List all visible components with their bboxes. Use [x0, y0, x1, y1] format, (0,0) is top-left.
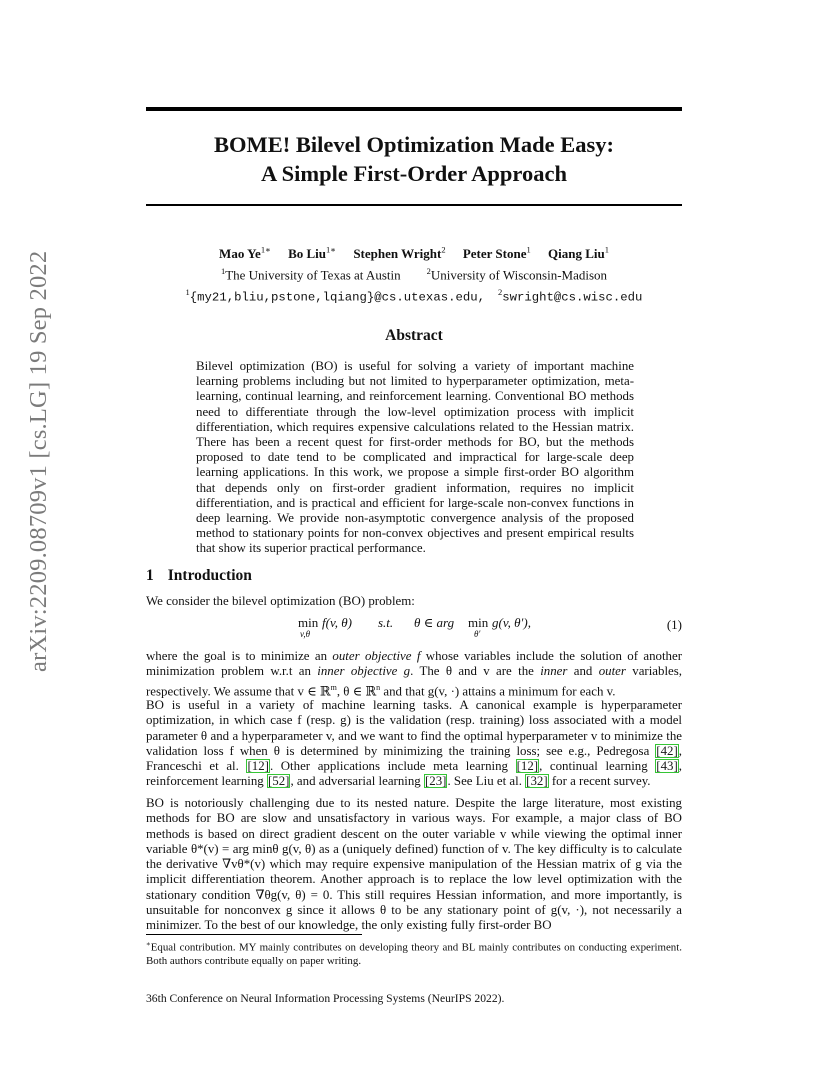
author-name: Stephen Wright$^2$ [353, 245, 446, 262]
equation-number: (1) [666, 617, 682, 632]
citation-link[interactable]: [43] [656, 759, 678, 774]
section-heading: 1 Introduction [146, 567, 252, 584]
paragraph-1: where the goal is to minimize an outer objective f whose variables include the solution of another minimization problem w.r.t an inner objective g. The θ and v are the inner and outer variables, respectively. We assume that v ∈ ℝ$^m$, θ ∈ ℝ$^n$ and that g(v, ·) attains a minimum for each v. [146, 649, 683, 698]
footnote-rule [146, 934, 362, 935]
paragraph-3: BO is notoriously challenging due to its nested nature. Despite the large literature, most existing methods for BO are slow and unsatisfactory in various ways. For example, a major class of BO methods is based on direct gradient descent on the outer variable v while viewing the optimal inner variable θ*(v) = arg minθ g(v, θ) as a (uniquely defined) function of v. The key difficulty is to calculate the derivative ∇vθ*(v) which may require expensive manipulation of the Hessian matrix of g via the implicit differentiation theorem. Another approach is to replace the low level optimization with the stationary condition ∇θg(v, θ) = 0. This still requires Hessian information, and more importantly, is unsuitable for nonconvex g since it allows θ to be any stationary point of g(v, ·), not necessarily a minimizer. To the best of our knowledge, the only existing fully first-order BO [146, 796, 682, 933]
email-2[interactable]: swright@cs.wisc.edu [502, 289, 643, 304]
citation-link[interactable]: [12] [247, 759, 269, 774]
author-name: Mao $Ye^{1∗}$ [219, 245, 271, 262]
author-name: Qiang Liu$^1$ [547, 245, 609, 262]
email-1[interactable]: {my21,bliu,pstone,lqiang}@cs.utexas.edu, [189, 289, 485, 304]
citation-link[interactable]: [32] [526, 774, 548, 789]
author-name: Bo Liu$^{1∗}$ [288, 245, 337, 262]
affiliation-1: The University of Texas at Austin [225, 267, 401, 283]
affiliation-2: University of Wisconsin-Madison [430, 267, 608, 283]
author-names [146, 242, 682, 263]
citation-link[interactable]: [52] [267, 774, 290, 789]
author-block [146, 242, 682, 305]
affiliations: $^1$The University of Texas at Austin $^2$University of Wisconsin-Madison [220, 265, 608, 283]
title-line-2: A Simple First-Order Approach [260, 161, 568, 186]
venue-line: 36th Conference on Neural Information Processing Systems (NeurIPS 2022). [146, 992, 505, 1005]
abstract-text: Bilevel optimization (BO) is useful for solving a variety of important machine learning problems including but not limited to hyperparameter optimization, meta-learning, continual learning, and reinforcement learning. Conventional BO methods need to differentiate through the low-level optimization process with implicit differentiation, which requires expensive calculations related to the Hessian matrix. There has been a recent quest for first-order methods for BO, but the methods proposed to date tend to be complicated and impractical for large-scale deep learning applications. In this work, we propose a simple first-order BO algorithm that depends only on first-order gradient information, requires no implicit differentiation, and is practical and efficient for large-scale non-convex functions in deep learning. We provide non-asymptotic convergence analysis of the proposed method to stationary points for non-convex objectives and present empirical results that show its superior practical performance. [196, 359, 634, 556]
footnote: ∗Equal contribution. MY mainly contributes on developing theory and BL mainly contributes on conducting experiment. Both authors contribute equally on paper writing. [146, 940, 682, 968]
citation-link[interactable]: [12] [516, 759, 539, 774]
author-emails: $^1${my21,bliu,pstone,lqiang}@cs.utexas.edu, $^2$swright@cs.wisc.edu [185, 286, 643, 304]
title-bottom-rule [146, 204, 682, 206]
equation-1: min v,θ f(v, θ) s.t. θ ∈ arg min θ′ g(v, θ′), (1) [298, 615, 682, 639]
author-name: Peter Stone$^1$ [462, 245, 531, 262]
arxiv-identifier: arXiv:2209.08709v1 [cs.LG] 19 Sep 2022 [25, 250, 52, 672]
paper-title [146, 130, 682, 188]
title-line-1: BOME! Bilevel Optimization Made Easy: [214, 132, 614, 157]
abstract-heading: Abstract [385, 327, 443, 344]
title-top-rule [146, 107, 682, 111]
intro-sentence: We consider the bilevel optimization (BO) problem: [146, 594, 415, 608]
citation-link[interactable]: [23] [424, 774, 447, 789]
paragraph-2: BO is useful in a variety of machine learning tasks. A canonical example is hyperparameter optimization, in which case f (resp. g) is the validation (resp. training) loss associated with a model parameter θ and a hyperparameter v, and we want to find the optimal hyperparameter v to minimize the validation loss f when θ is determined by minimizing the training loss; see e.g., Pedregosa [42], Franceschi et al. [12]. Other applications include meta learning [12], continual learning [43], reinforcement learning [52], and adversarial learning [23]. See Liu et al. [32] for a recent survey. [146, 698, 682, 789]
citation-link[interactable]: [42] [656, 743, 678, 758]
